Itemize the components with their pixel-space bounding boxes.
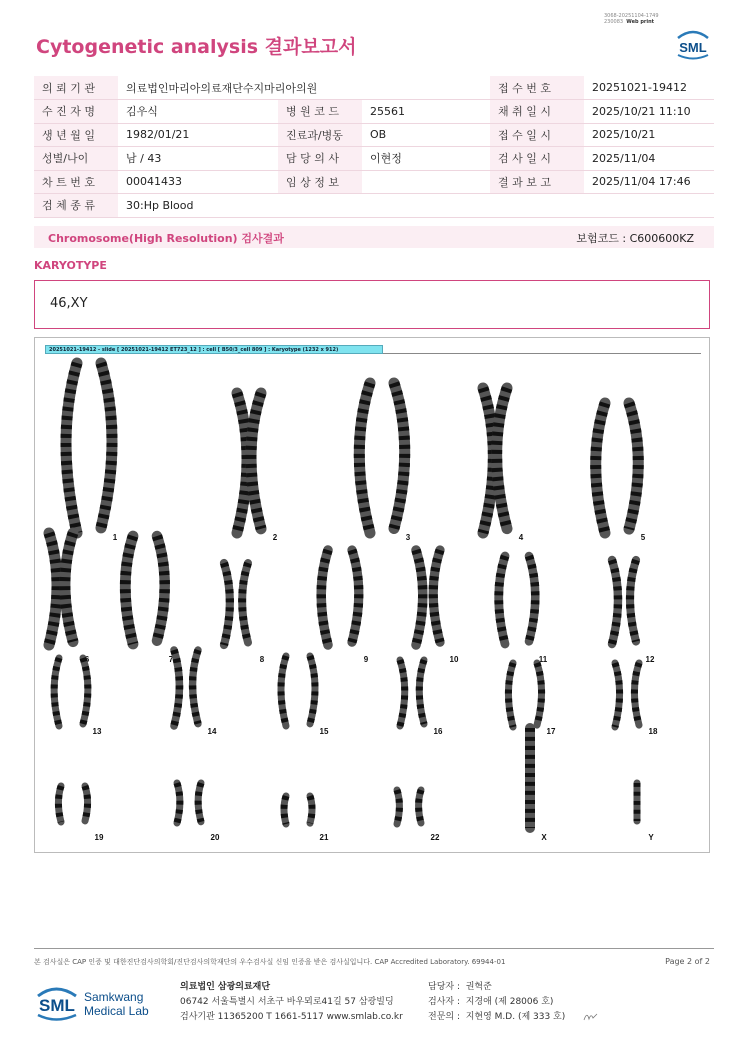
chromosome-18a (615, 663, 620, 727)
chromosome-5a (596, 403, 605, 533)
chromosome-6a (49, 533, 57, 645)
info-label: 결 과 보 고 (490, 170, 584, 194)
chromosome-label: 15 (319, 727, 329, 736)
chromosome-label: 19 (94, 833, 104, 842)
chromosome-13a (54, 658, 59, 726)
chromosome-9a (321, 550, 328, 645)
chromosome-22b (419, 790, 421, 823)
chromosome-5b (629, 403, 638, 529)
chromosome-label: 16 (433, 727, 443, 736)
chromosome-13b (83, 658, 88, 724)
chromosome-10b (433, 550, 440, 642)
info-label: 임 상 정 보 (278, 170, 362, 194)
chromosome-15a (281, 656, 286, 726)
info-row (34, 123, 714, 147)
chromosome-18b (634, 663, 639, 725)
chromosome-8a (224, 563, 230, 645)
info-row (34, 147, 714, 171)
samkwang-logo (36, 984, 166, 1022)
chromosome-8b (242, 563, 248, 643)
info-value: 30:Hp Blood (118, 194, 714, 218)
info-label: 의 뢰 기 관 (34, 76, 118, 100)
chromosome-19b (85, 786, 88, 821)
karyotype-result-box (34, 280, 710, 329)
info-value: 2025/11/04 (584, 147, 714, 171)
chromosome-17a (508, 663, 513, 727)
chromosome-22a (397, 790, 399, 824)
footer-staff: 담당자 : 권혁준 검사자 : 지경애 (제 28006 호) 전문의 : 지현영 M.D. (제 333 호) (428, 982, 566, 1022)
info-label: 차 트 번 호 (34, 170, 118, 194)
chromosome-17b (537, 663, 542, 725)
info-label: 수 진 자 명 (34, 100, 118, 124)
page-number: Page 2 of 2 (665, 957, 710, 966)
chromosome-3a (359, 383, 370, 533)
chromosome-label: 21 (319, 833, 329, 842)
svg-text:Medical Lab: Medical Lab (84, 1004, 149, 1018)
chromosome-label: 9 (363, 655, 369, 664)
info-label: 검 사 일 시 (490, 147, 584, 171)
info-value: 20251021-19412 (584, 76, 714, 100)
accreditation-note: 본 검사실은 CAP 인증 및 대한진단검사의학회/진단검사의학재단의 우수검사실 신임 인증을 받은 검사실입니다. CAP Accredited Laboratory. 69944-01 (34, 958, 506, 966)
info-row (34, 194, 714, 218)
chromosome-21b (310, 796, 312, 823)
chromosome-label: 8 (259, 655, 265, 664)
info-label: 채 취 일 시 (490, 100, 584, 124)
info-label: 접 수 번 호 (490, 76, 584, 100)
chromosome-label: 2 (272, 533, 278, 542)
info-row (34, 170, 714, 194)
chromosome-label: 20 (210, 833, 220, 842)
chromosome-10a (416, 550, 423, 645)
chromosome-1b (101, 363, 112, 528)
info-value (362, 170, 490, 194)
info-row (34, 100, 714, 124)
chromosome-label: 14 (207, 727, 217, 736)
chromosome-label: 3 (405, 533, 411, 542)
chromosome-11a (499, 556, 505, 644)
chromosome-4b (497, 388, 507, 529)
info-label: 담 당 의 사 (278, 147, 362, 171)
chromosome-6b (65, 533, 73, 642)
chromosome-12b (630, 560, 636, 641)
chromosome-14b (193, 650, 198, 724)
chromosome-label: 11 (538, 655, 548, 664)
chromosome-label: 10 (449, 655, 459, 664)
sml-logo (672, 28, 714, 62)
chromosome-2b (251, 393, 261, 529)
signature (582, 1010, 600, 1022)
info-label: 접 수 일 시 (490, 123, 584, 147)
chromosome-label: 7 (168, 655, 174, 664)
karyogram (35, 338, 711, 854)
chromosome-label: 4 (518, 533, 524, 542)
info-label: 성별/나이 (34, 147, 118, 171)
chromosome-15b (310, 656, 315, 724)
chromosome-label: X (541, 833, 547, 842)
info-value: 1982/01/21 (118, 123, 278, 147)
svg-text:SML: SML (679, 40, 707, 55)
footer-address: 의료법인 삼광의료재단 06742 서울특별시 서초구 바우뫼로41길 57 삼광빌딩 검사기관 11365200 T 1661-5117 www.smlab.co.kr (180, 982, 403, 1022)
patient-info-table (34, 76, 714, 218)
info-value: 2025/10/21 (584, 123, 714, 147)
chromosome-3b (394, 383, 405, 529)
chromosome-20b (198, 783, 201, 822)
info-label: 생 년 월 일 (34, 123, 118, 147)
info-value: 남 / 43 (118, 147, 278, 171)
info-value: 2025/11/04 17:46 (584, 170, 714, 194)
info-label: 검 체 종 류 (34, 194, 118, 218)
chromosome-label: 12 (645, 655, 655, 664)
info-value: 25561 (362, 100, 490, 124)
info-value: 00041433 (118, 170, 278, 194)
svg-text:SML: SML (39, 996, 75, 1015)
chromosome-16a (400, 660, 405, 726)
chromosome-label: Y (648, 833, 654, 842)
insurance-code: 보험코드 : C600600KZ (576, 232, 694, 245)
chromosome-label: 6 (84, 655, 90, 664)
chromosome-12a (612, 560, 618, 644)
chromosome-11b (529, 556, 535, 641)
info-value: OB (362, 123, 490, 147)
chromosome-1a (66, 363, 77, 533)
info-label: 병 원 코 드 (278, 100, 362, 124)
chromosome-20a (177, 783, 180, 823)
karyotype-result: 46,XY (50, 296, 88, 311)
chromosome-21a (284, 796, 286, 824)
chromosome-label: 17 (546, 727, 556, 736)
chromosome-label: 5 (640, 533, 646, 542)
chromosome-label: 22 (430, 833, 440, 842)
chromosome-label: 13 (92, 727, 102, 736)
chromosome-7b (157, 536, 165, 641)
page-title: Cytogenetic analysis 결과보고서 (36, 36, 357, 58)
chromosome-2a (237, 393, 247, 533)
info-value: 이현정 (362, 147, 490, 171)
section-title: Chromosome(High Resolution) 검사결과 (48, 232, 284, 245)
result-section-header (34, 226, 714, 248)
info-row (34, 76, 714, 100)
karyotype-image (34, 337, 710, 853)
info-value: 김우식 (118, 100, 278, 124)
chromosome-19a (58, 786, 61, 822)
chromosome-7a (125, 536, 133, 644)
info-value: 2025/10/21 11:10 (584, 100, 714, 124)
karyotype-label: KARYOTYPE (34, 259, 107, 272)
chromosome-label: 1 (112, 533, 118, 542)
chromosome-16b (419, 660, 424, 724)
chromosome-label: 18 (648, 727, 658, 736)
page-id: 3068-20251104-1749 230083 Web print (604, 13, 659, 25)
chromosome-9b (352, 550, 359, 642)
info-value: 의료법인마리아의료재단수지마리아의원 (118, 76, 490, 100)
image-caption: 20251021-19412 - slide [ 20251021-19412 ET723_12 ] : cell [ B50/3_cell 809 ] : Karyotype (1232 x 912) (45, 345, 383, 354)
svg-text:Samkwang: Samkwang (84, 990, 144, 1004)
info-label: 진료과/병동 (278, 123, 362, 147)
chromosome-14a (174, 650, 179, 726)
